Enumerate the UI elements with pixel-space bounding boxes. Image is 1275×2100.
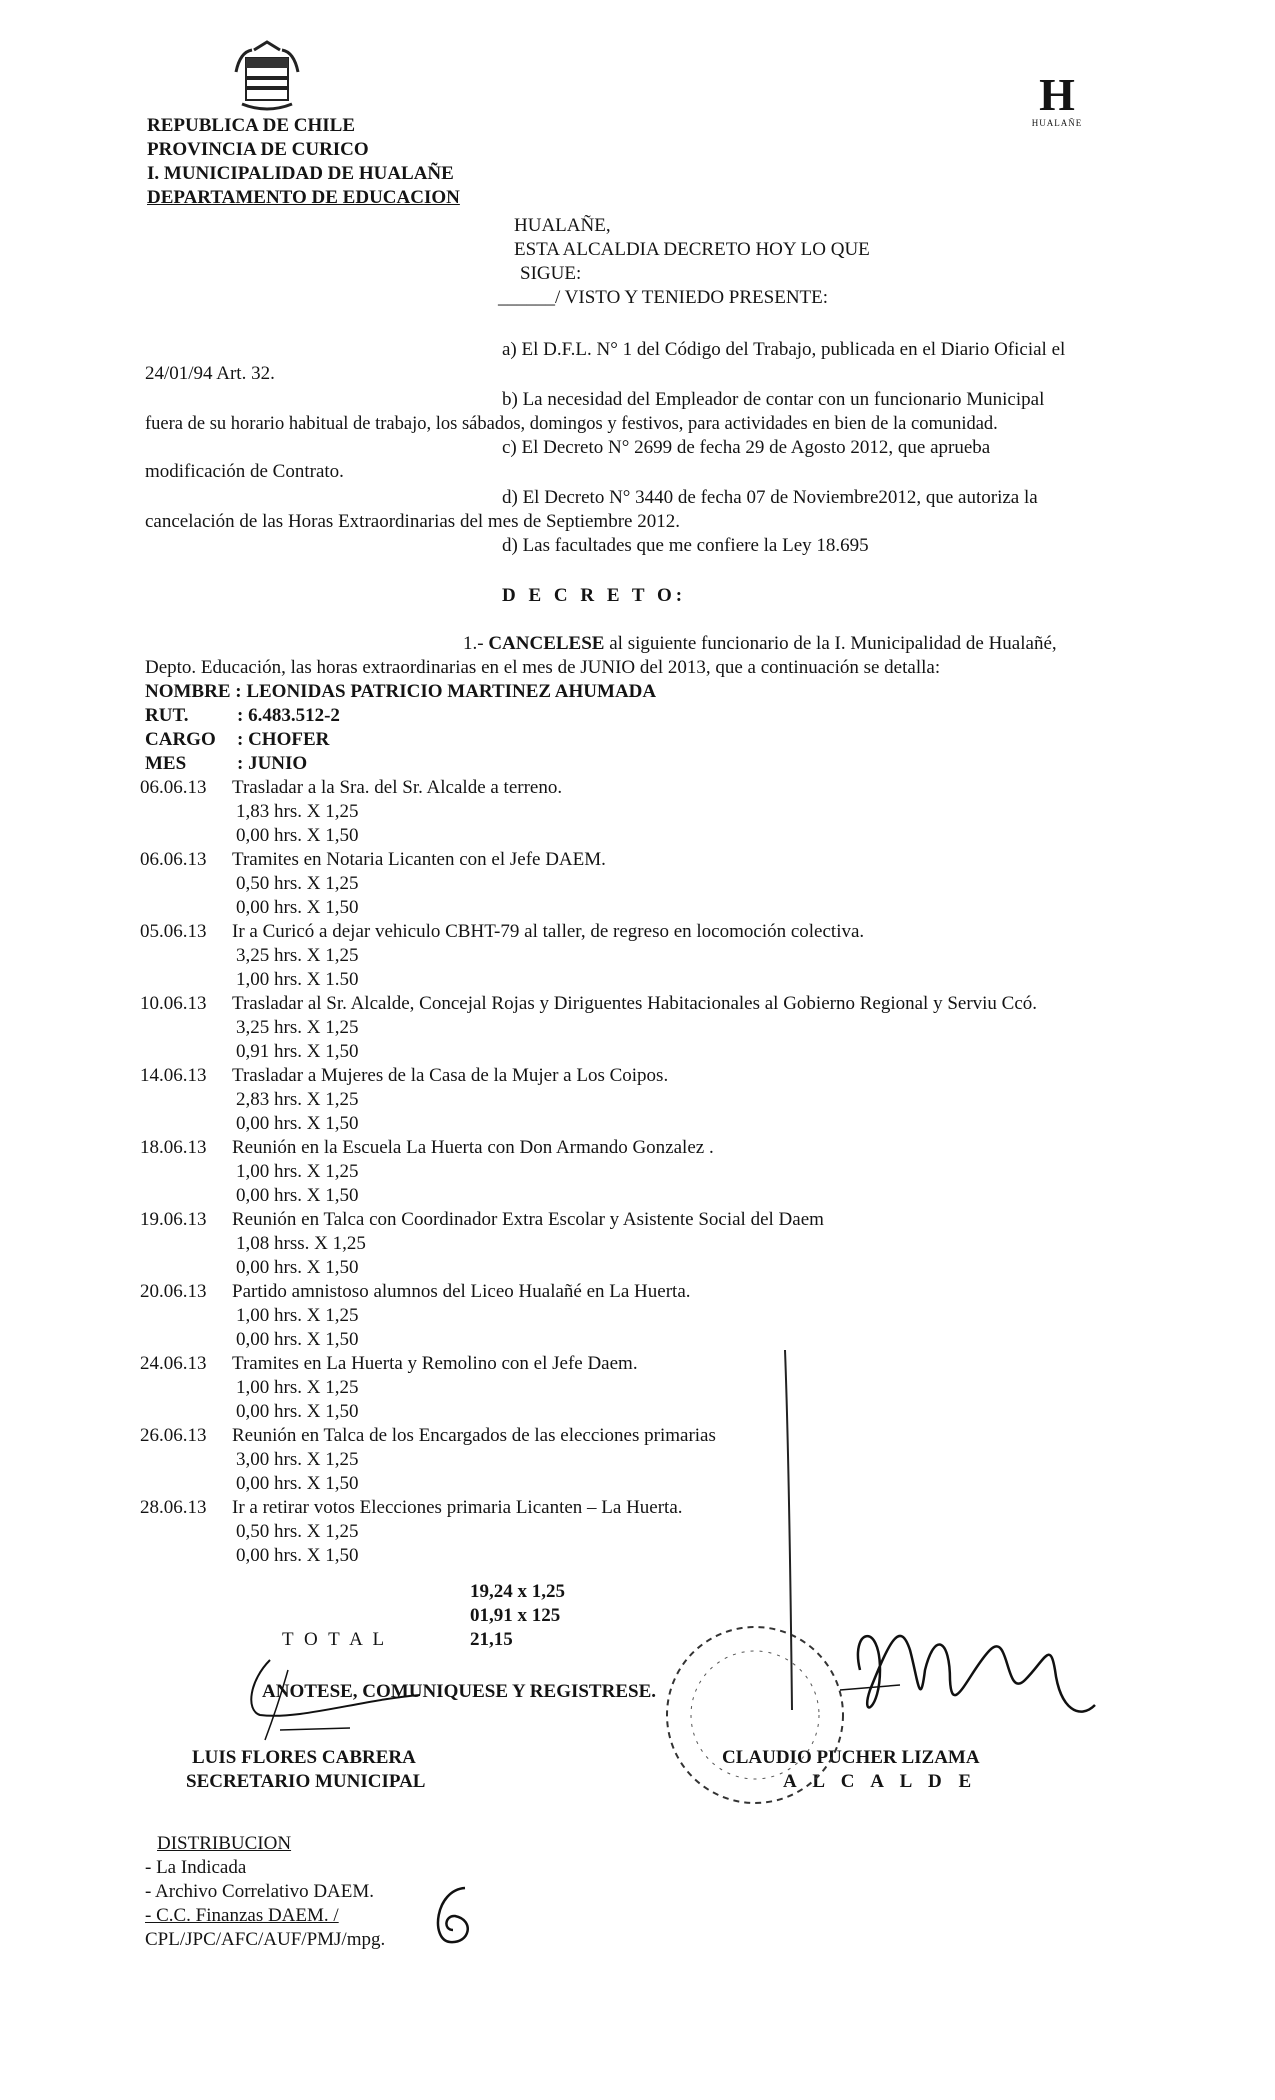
entry-hours-125: 1,08 hrss. X 1,25 — [236, 1233, 366, 1254]
entry-date: 19.06.13 — [140, 1209, 207, 1230]
entry-hours-150: 0,00 hrs. X 1,50 — [236, 1329, 359, 1350]
signature-left-name: LUIS FLORES CABRERA — [192, 1747, 416, 1768]
entry-hours-150: 1,00 hrs. X 1.50 — [236, 969, 359, 990]
entry-hours-150: 0,00 hrs. X 1,50 — [236, 1545, 359, 1566]
consideration-d-line2: cancelación de las Horas Extraordinarias del mes de Septiembre 2012. — [145, 511, 680, 532]
entry-description: Tramites en Notaria Licanten con el Jefe DAEM. — [232, 849, 606, 870]
total-label: T O T A L — [282, 1629, 388, 1650]
employee-nombre: NOMBRE : LEONIDAS PATRICIO MARTINEZ AHUMADA — [145, 681, 657, 702]
total-line-2: 01,91 x 125 — [470, 1605, 561, 1626]
header-departamento: DEPARTAMENTO DE EDUCACION — [147, 187, 460, 208]
hualane-logo — [1030, 69, 1084, 128]
distribution-initials: CPL/JPC/AFC/AUF/PMJ/mpg. — [145, 1929, 386, 1950]
entry-date: 24.06.13 — [140, 1353, 207, 1374]
entry-hours-150: 0,00 hrs. X 1,50 — [236, 897, 359, 918]
consideration-e-line1: d) Las facultades que me confiere la Ley 18.695 — [502, 535, 869, 556]
signature-left-title: SECRETARIO MUNICIPAL — [186, 1771, 426, 1792]
employee-mes-value: : JUNIO — [237, 753, 308, 774]
entry-hours-150: 0,00 hrs. X 1,50 — [236, 1185, 359, 1206]
distribution-item: - C.C. Finanzas DAEM. / — [145, 1905, 339, 1926]
decree-number-line — [498, 286, 828, 310]
logo-letter: H — [1039, 69, 1075, 120]
consideration-b-line1: b) La necesidad del Empleador de contar con un funcionario Municipal — [502, 389, 1045, 410]
intro-line2: ESTA ALCALDIA DECRETO HOY LO QUE — [514, 239, 870, 260]
entry-hours-125: 1,00 hrs. X 1,25 — [236, 1377, 359, 1398]
total-line-1: 19,24 x 1,25 — [470, 1581, 565, 1602]
entry-hours-150: 0,00 hrs. X 1,50 — [236, 1473, 359, 1494]
entry-hours-125: 1,00 hrs. X 1,25 — [236, 1305, 359, 1326]
entry-hours-125: 0,50 hrs. X 1,25 — [236, 873, 359, 894]
entry-date: 28.06.13 — [140, 1497, 207, 1518]
entry-date: 26.06.13 — [140, 1425, 207, 1446]
entry-date: 10.06.13 — [140, 993, 207, 1014]
employee-mes-label: MES — [145, 753, 187, 774]
entry-hours-125: 1,83 hrs. X 1,25 — [236, 801, 359, 822]
intro-visto: / VISTO Y TENIEDO PRESENTE: — [555, 287, 829, 308]
consideration-a-line1: a) El D.F.L. N° 1 del Código del Trabajo, publicada en el Diario Oficial el — [502, 339, 1066, 360]
mayor-signature — [840, 1610, 1120, 1740]
consideration-b-line2: fuera de su horario habitual de trabajo, los sábados, domingos y festivos, para actividades en bien de la comunidad. — [145, 414, 998, 434]
entry-hours-125: 1,00 hrs. X 1,25 — [236, 1161, 359, 1182]
logo-caption: HUALAÑE — [1031, 118, 1083, 128]
entry-hours-150: 0,00 hrs. X 1,50 — [236, 1257, 359, 1278]
entry-hours-125: 0,50 hrs. X 1,25 — [236, 1521, 359, 1542]
entry-date: 06.06.13 — [140, 777, 207, 798]
decree-line1-rest: al siguiente funcionario de la I. Municipalidad de Hualañé, — [604, 633, 1057, 654]
header-provincia: PROVINCIA DE CURICO — [147, 139, 369, 160]
distribution-title: DISTRIBUCION — [157, 1833, 292, 1854]
decree-paragraph-line2: Depto. Educación, las horas extraordinarias en el mes de JUNIO del 2013, que a continuación se detalla: — [145, 657, 941, 678]
secretary-signature — [240, 1640, 440, 1750]
signature-right-title: A L C A L D E — [783, 1771, 978, 1792]
entry-date: 20.06.13 — [140, 1281, 207, 1302]
entry-hours-150: 0,00 hrs. X 1,50 — [236, 825, 359, 846]
employee-rut-label: RUT. — [145, 705, 189, 726]
decree-paragraph-line1 — [463, 632, 1057, 656]
consideration-c-line2: modificación de Contrato. — [145, 461, 344, 482]
entry-hours-125: 3,25 hrs. X 1,25 — [236, 1017, 359, 1038]
employee-cargo-label: CARGO — [145, 729, 216, 750]
entry-description: Reunión en Talca de los Encargados de las elecciones primarias — [232, 1425, 716, 1446]
consideration-d-line1: d) El Decreto N° 3440 de fecha 07 de Noviembre2012, que autoriza la — [502, 487, 1038, 508]
decree-number-prefix: 1.- — [463, 633, 489, 654]
entry-date: 18.06.13 — [140, 1137, 207, 1158]
decree-number-blank: ______ — [498, 287, 555, 308]
entry-date: 05.06.13 — [140, 921, 207, 942]
entry-description: Reunión en la Escuela La Huerta con Don Armando Gonzalez . — [232, 1137, 714, 1158]
intro-line3: SIGUE: — [520, 263, 582, 284]
entry-hours-150: 0,00 hrs. X 1,50 — [236, 1113, 359, 1134]
entry-date: 14.06.13 — [140, 1065, 207, 1086]
entry-description: Trasladar al Sr. Alcalde, Concejal Rojas y Diriguentes Habitacionales al Gobierno Regional y Serviu Ccó. — [232, 993, 1038, 1014]
consideration-c-line1: c) El Decreto N° 2699 de fecha 29 de Agosto 2012, que aprueba — [502, 437, 991, 458]
entry-hours-150: 0,00 hrs. X 1,50 — [236, 1401, 359, 1422]
employee-rut-value: : 6.483.512-2 — [237, 705, 340, 726]
entry-hours-125: 3,00 hrs. X 1,25 — [236, 1449, 359, 1470]
entry-description: Trasladar a la Sra. del Sr. Alcalde a terreno. — [232, 777, 563, 798]
distribution-item: - Archivo Correlativo DAEM. — [145, 1881, 375, 1902]
decree-cancelese: CANCELESE — [488, 633, 605, 654]
municipal-stamp — [655, 1615, 855, 1815]
intro-city: HUALAÑE, — [514, 215, 611, 236]
vertical-pen-line — [780, 1350, 800, 1710]
entry-description: Reunión en Talca con Coordinador Extra Escolar y Asistente Social del Daem — [232, 1209, 824, 1230]
entry-hours-150: 0,91 hrs. X 1,50 — [236, 1041, 359, 1062]
total-line-3: 21,15 — [470, 1629, 513, 1650]
entry-hours-125: 3,25 hrs. X 1,25 — [236, 945, 359, 966]
header-municipalidad: I. MUNICIPALIDAD DE HUALAÑE — [147, 163, 454, 184]
entry-description: Ir a retirar votos Elecciones primaria Licanten – La Huerta. — [232, 1497, 683, 1518]
handwritten-page-number — [425, 1880, 485, 1960]
entry-description: Ir a Curicó a dejar vehiculo CBHT-79 al taller, de regreso en locomoción colectiva. — [232, 921, 865, 942]
chile-crest-seal — [232, 42, 302, 112]
entry-description: Partido amnistoso alumnos del Liceo Hualañé en La Huerta. — [232, 1281, 691, 1302]
consideration-a-line2: 24/01/94 Art. 32. — [145, 363, 275, 384]
decreto-title: D E C R E T O: — [502, 585, 687, 606]
signature-right-name: CLAUDIO PUCHER LIZAMA — [722, 1747, 980, 1768]
entry-description: Trasladar a Mujeres de la Casa de la Mujer a Los Coipos. — [232, 1065, 669, 1086]
distribution-item: - La Indicada — [145, 1857, 247, 1878]
employee-cargo-value: : CHOFER — [237, 729, 330, 750]
closing-formula: ANOTESE, COMUNIQUESE Y REGISTRESE. — [262, 1681, 656, 1702]
entry-description: Tramites en La Huerta y Remolino con el Jefe Daem. — [232, 1353, 638, 1374]
entry-date: 06.06.13 — [140, 849, 207, 870]
header-republica: REPUBLICA DE CHILE — [147, 115, 355, 136]
entry-hours-125: 2,83 hrs. X 1,25 — [236, 1089, 359, 1110]
